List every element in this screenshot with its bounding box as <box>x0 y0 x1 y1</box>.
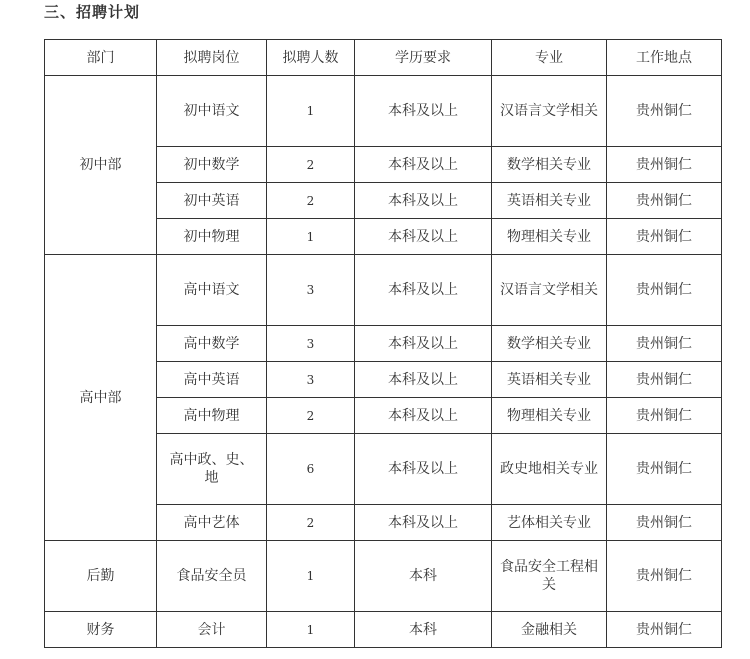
count-cell: 3 <box>267 255 355 326</box>
position-cell: 高中政、史、地 <box>157 434 267 505</box>
count-cell: 1 <box>267 76 355 147</box>
section-title: 三、招聘计划 <box>44 3 141 21</box>
location-cell: 贵州铜仁 <box>607 612 722 648</box>
major-cell: 数学相关专业 <box>492 147 607 183</box>
education-cell: 本科及以上 <box>355 434 492 505</box>
position-cell: 初中数学 <box>157 147 267 183</box>
major-cell: 汉语言文学相关 <box>492 255 607 326</box>
header-education: 学历要求 <box>355 40 492 76</box>
major-cell: 英语相关专业 <box>492 183 607 219</box>
header-location: 工作地点 <box>607 40 722 76</box>
count-cell: 1 <box>267 612 355 648</box>
location-cell: 贵州铜仁 <box>607 76 722 147</box>
location-cell: 贵州铜仁 <box>607 326 722 362</box>
location-cell: 贵州铜仁 <box>607 147 722 183</box>
location-cell: 贵州铜仁 <box>607 183 722 219</box>
education-cell: 本科及以上 <box>355 398 492 434</box>
location-cell: 贵州铜仁 <box>607 255 722 326</box>
position-cell: 初中英语 <box>157 183 267 219</box>
location-cell: 贵州铜仁 <box>607 434 722 505</box>
major-cell: 政史地相关专业 <box>492 434 607 505</box>
position-cell: 高中艺体 <box>157 505 267 541</box>
major-cell: 物理相关专业 <box>492 219 607 255</box>
major-cell: 物理相关专业 <box>492 398 607 434</box>
department-cell: 初中部 <box>45 76 157 255</box>
header-count: 拟聘人数 <box>267 40 355 76</box>
major-cell: 数学相关专业 <box>492 326 607 362</box>
table-row <box>45 541 722 612</box>
location-cell: 贵州铜仁 <box>607 541 722 612</box>
header-department: 部门 <box>45 40 157 76</box>
table-row <box>45 255 722 326</box>
position-cell: 食品安全员 <box>157 541 267 612</box>
count-cell: 3 <box>267 326 355 362</box>
count-cell: 6 <box>267 434 355 505</box>
major-cell: 英语相关专业 <box>492 362 607 398</box>
position-cell: 高中数学 <box>157 326 267 362</box>
position-cell: 初中物理 <box>157 219 267 255</box>
major-cell: 金融相关 <box>492 612 607 648</box>
recruitment-plan-table <box>44 39 722 648</box>
department-cell: 后勤 <box>45 541 157 612</box>
count-cell: 1 <box>267 541 355 612</box>
major-cell: 艺体相关专业 <box>492 505 607 541</box>
department-cell: 财务 <box>45 612 157 648</box>
count-cell: 2 <box>267 147 355 183</box>
count-cell: 2 <box>267 183 355 219</box>
education-cell: 本科及以上 <box>355 147 492 183</box>
count-cell: 2 <box>267 398 355 434</box>
location-cell: 贵州铜仁 <box>607 505 722 541</box>
major-cell: 汉语言文学相关 <box>492 76 607 147</box>
education-cell: 本科及以上 <box>355 219 492 255</box>
position-cell: 初中语文 <box>157 76 267 147</box>
position-cell: 高中英语 <box>157 362 267 398</box>
education-cell: 本科及以上 <box>355 183 492 219</box>
position-cell: 高中语文 <box>157 255 267 326</box>
education-cell: 本科 <box>355 541 492 612</box>
table-row <box>45 76 722 147</box>
location-cell: 贵州铜仁 <box>607 219 722 255</box>
count-cell: 1 <box>267 219 355 255</box>
education-cell: 本科及以上 <box>355 255 492 326</box>
major-cell: 食品安全工程相关 <box>492 541 607 612</box>
table-header-row <box>45 40 722 76</box>
header-position: 拟聘岗位 <box>157 40 267 76</box>
count-cell: 2 <box>267 505 355 541</box>
table-row <box>45 612 722 648</box>
education-cell: 本科及以上 <box>355 505 492 541</box>
location-cell: 贵州铜仁 <box>607 362 722 398</box>
header-major: 专业 <box>492 40 607 76</box>
position-cell: 高中物理 <box>157 398 267 434</box>
count-cell: 3 <box>267 362 355 398</box>
education-cell: 本科及以上 <box>355 326 492 362</box>
location-cell: 贵州铜仁 <box>607 398 722 434</box>
position-cell: 会计 <box>157 612 267 648</box>
education-cell: 本科及以上 <box>355 76 492 147</box>
department-cell: 高中部 <box>45 255 157 541</box>
education-cell: 本科 <box>355 612 492 648</box>
education-cell: 本科及以上 <box>355 362 492 398</box>
